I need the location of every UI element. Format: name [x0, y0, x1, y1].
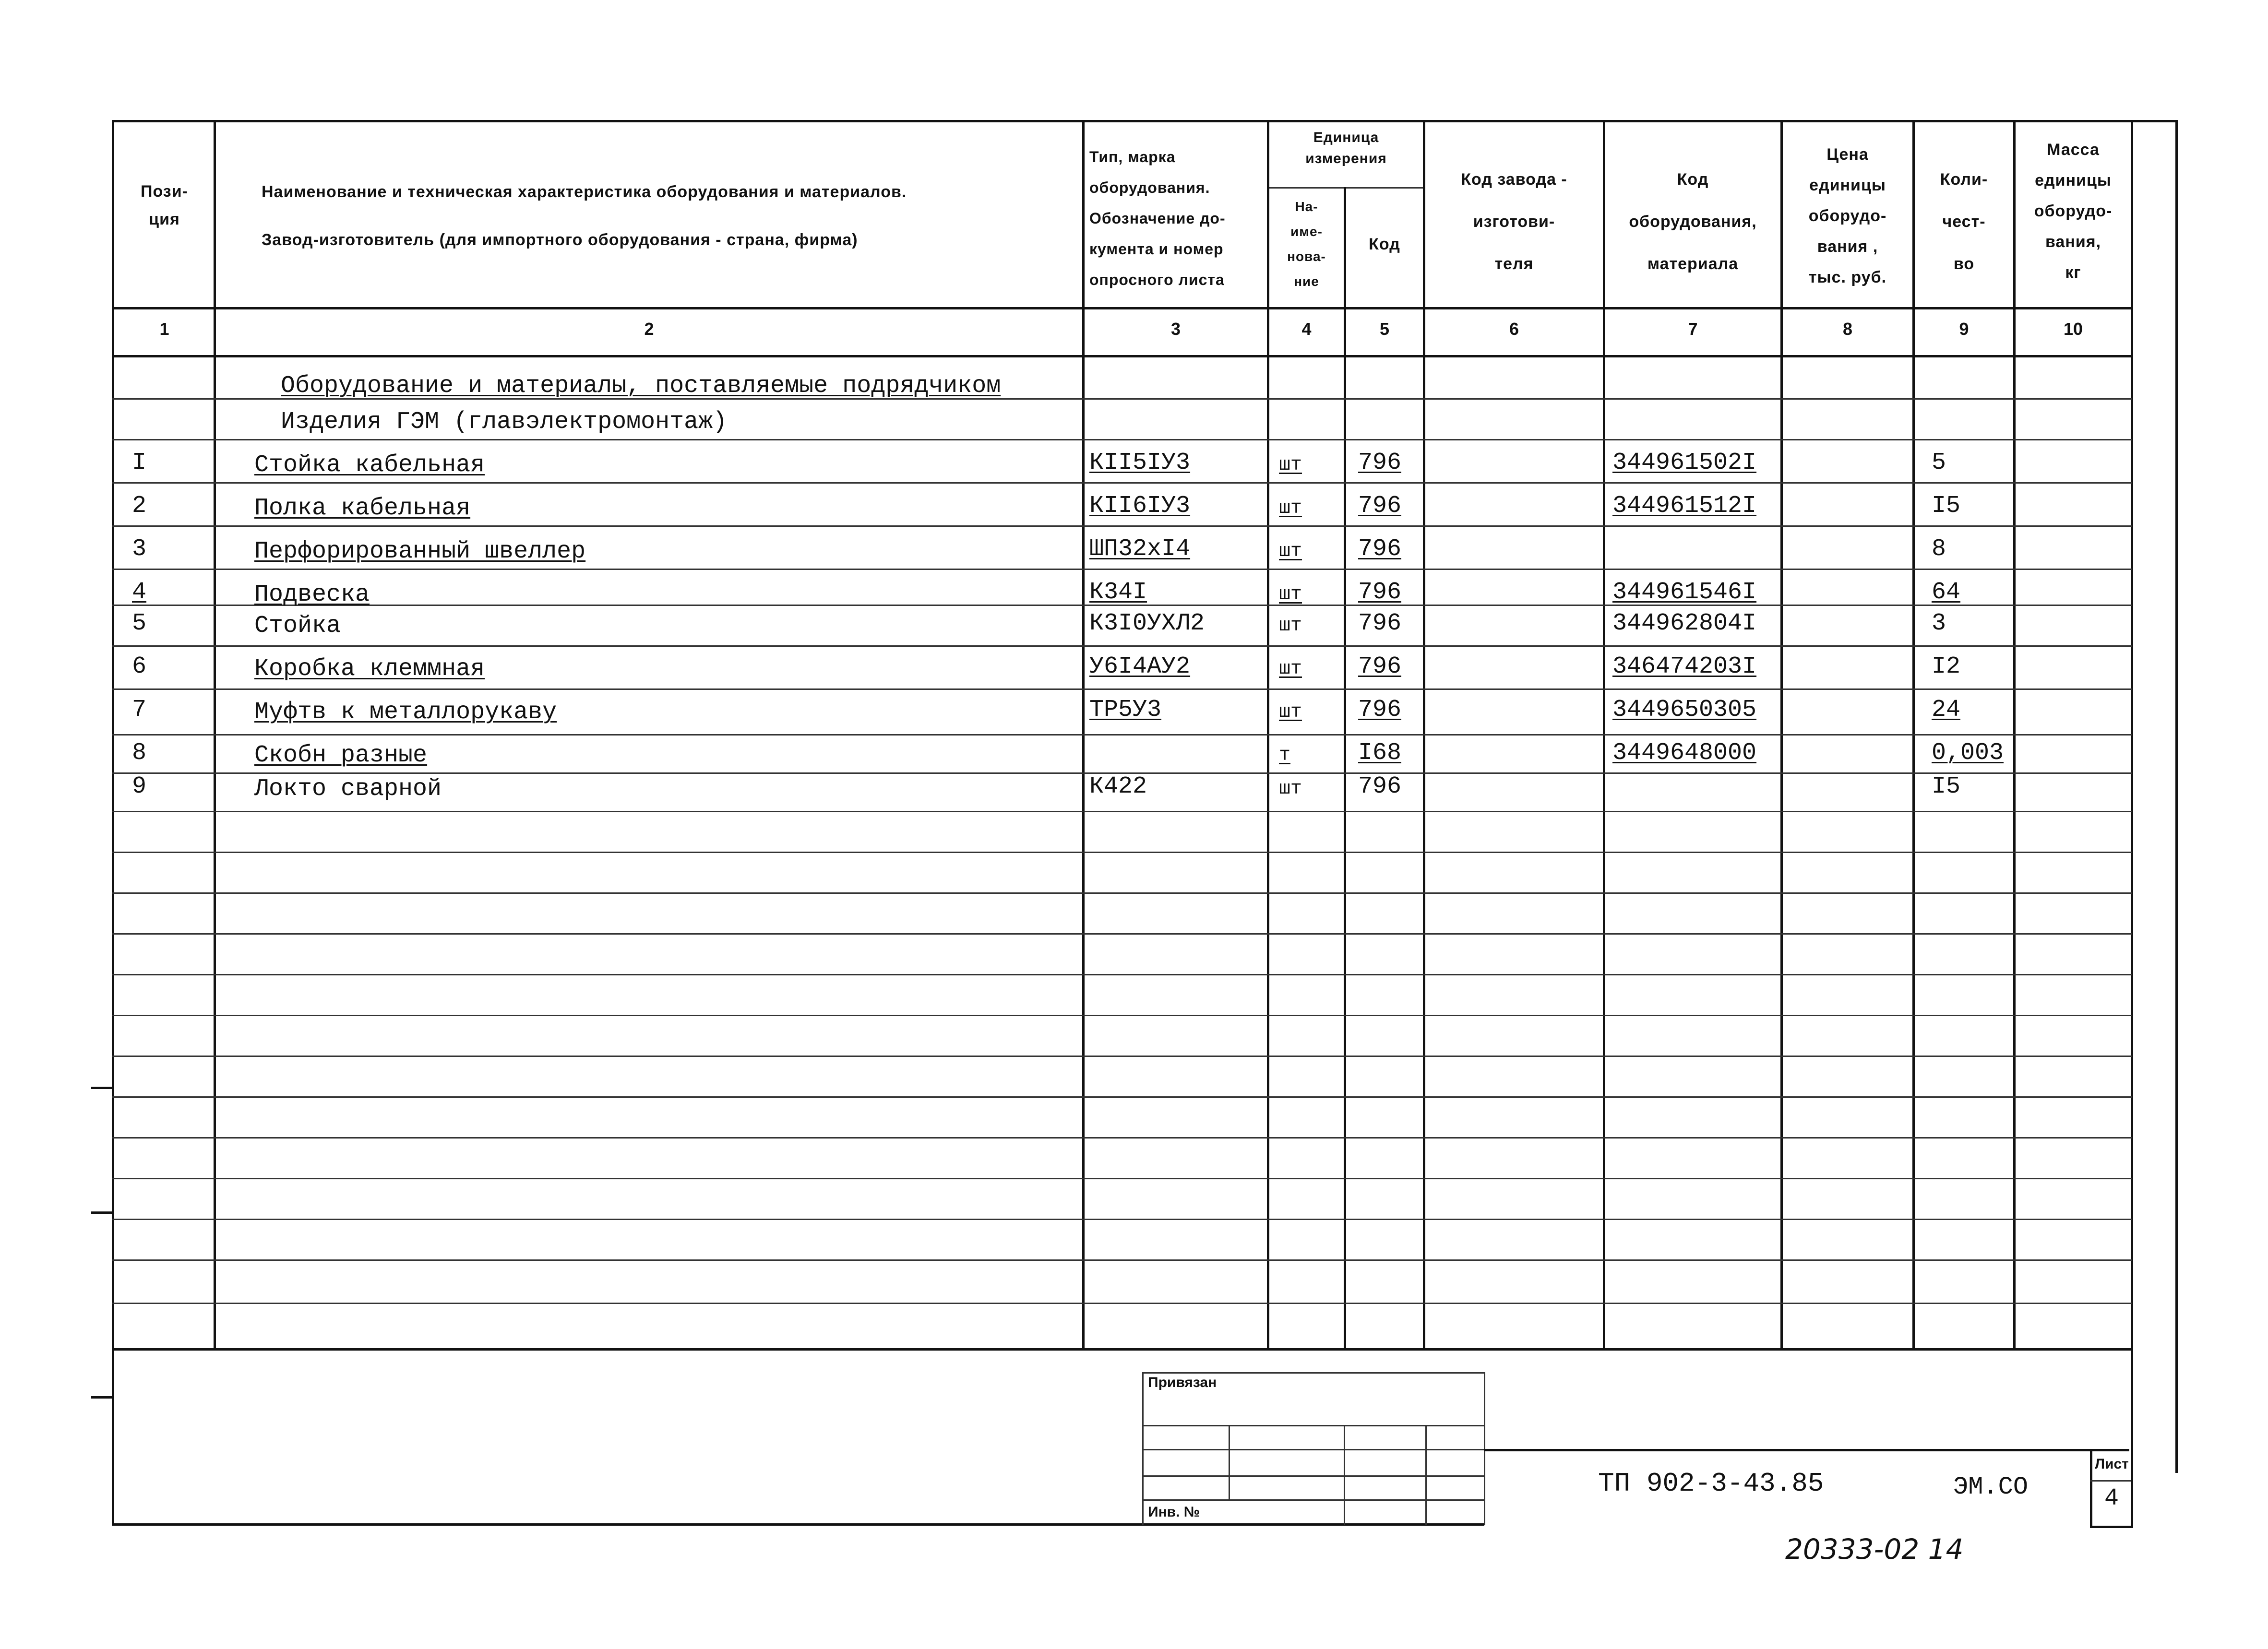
colnum-10: 10: [2063, 319, 2083, 339]
row-name: Коробка клеммная: [254, 655, 485, 683]
row-qty: 3: [1932, 610, 1946, 637]
header-material-code: Код оборудования, материала: [1629, 170, 1757, 273]
header-name: Наименование и техническая характеристика оборудования и материалов. Завод-изготовитель (для импортного оборудования - страна, фирма): [262, 183, 907, 249]
row-pos: 8: [132, 739, 147, 767]
header-qty: Коли- чест- во: [1940, 170, 1988, 273]
row-type: У6I4АУ2: [1089, 653, 1191, 680]
row-type: К34I: [1089, 579, 1147, 606]
row-name: Скобн разные: [254, 742, 428, 769]
privyazan-label: Привязан: [1148, 1375, 1217, 1390]
header-unit-name: На- име- нова- ние: [1287, 199, 1326, 289]
colnum-2: 2: [644, 319, 654, 339]
row-mat-code: 344961502I: [1612, 449, 1757, 476]
row-qty: 0,003: [1932, 739, 2004, 767]
row-name: Полка кабельная: [254, 495, 471, 522]
row-mat-code: 3449650305: [1612, 696, 1757, 724]
row-type: К3I0УХЛ2: [1089, 610, 1205, 637]
row-code: 796: [1358, 653, 1402, 680]
row-type: ШП32хI4: [1089, 535, 1191, 563]
row-qty: 8: [1932, 535, 1946, 563]
row-qty: I5: [1932, 492, 1961, 520]
header-unit-group: Единица измерения: [1305, 130, 1387, 166]
row-unit: шт: [1279, 701, 1302, 723]
row-code: 796: [1358, 773, 1402, 800]
header-price: Цена единицы оборудо- вания , тыс. руб.: [1808, 145, 1887, 286]
doc-code: ТП 902-3-43.85: [1598, 1468, 1824, 1499]
colnum-3: 3: [1170, 319, 1181, 339]
row-mat-code: 344961512I: [1612, 492, 1757, 520]
row-qty: I5: [1932, 773, 1961, 800]
row-qty: I2: [1932, 653, 1961, 680]
row-name: Стойка: [254, 612, 341, 640]
row-unit: шт: [1279, 541, 1302, 562]
row-unit: шт: [1279, 498, 1302, 519]
header-mass: Масса единицы оборудо- вания, кг: [2034, 141, 2113, 282]
sheet-label: Лист: [2095, 1456, 2129, 1472]
row-code: I68: [1358, 739, 1402, 767]
doc-mark: ЭМ.СО: [1953, 1473, 2029, 1501]
header-type: Тип, марка оборудования. Обозначение до- кумента и номер опросного листа: [1089, 148, 1226, 288]
header-maker-code: Код завода - изготови- теля: [1461, 170, 1567, 273]
colnum-6: 6: [1509, 319, 1519, 339]
row-type: К422: [1089, 773, 1147, 800]
header-unit-code: Код: [1369, 235, 1400, 253]
row-unit: шт: [1279, 615, 1302, 637]
sheet-number: 4: [2104, 1485, 2119, 1512]
row-pos: 5: [132, 610, 147, 637]
row-mat-code: 344961546I: [1612, 579, 1757, 606]
row-qty: 64: [1932, 579, 1961, 606]
inv-no-label: Инв. №: [1148, 1504, 1200, 1520]
row-unit: шт: [1279, 584, 1302, 605]
row-name: Подвеска: [254, 581, 370, 608]
colnum-1: 1: [159, 319, 169, 339]
row-name: Стойка кабельная: [254, 451, 485, 479]
row-code: 796: [1358, 610, 1402, 637]
row-mat-code: 3449648000: [1612, 739, 1757, 767]
row-code: 796: [1358, 535, 1402, 563]
row-name: Перфорированный швеллер: [254, 538, 586, 565]
row-type: КII5IУ3: [1089, 449, 1191, 476]
row-code: 796: [1358, 696, 1402, 724]
colnum-5: 5: [1379, 319, 1390, 339]
row-unit: шт: [1279, 658, 1302, 680]
row-pos: 2: [132, 492, 147, 520]
row-pos: 6: [132, 653, 147, 680]
row-unit: шт: [1279, 454, 1302, 476]
colnum-7: 7: [1688, 319, 1698, 339]
row-type: КII6IУ3: [1089, 492, 1191, 520]
row-mat-code: 346474203I: [1612, 653, 1757, 680]
row-code: 796: [1358, 492, 1402, 520]
colnum-8: 8: [1842, 319, 1853, 339]
row-name: Муфтв к металлорукаву: [254, 699, 557, 726]
row-mat-code: 344962804I: [1612, 610, 1757, 637]
colnum-4: 4: [1301, 319, 1312, 339]
row-pos: 4: [132, 579, 147, 606]
row-qty: 24: [1932, 696, 1961, 724]
row-pos: 7: [132, 696, 147, 724]
row-unit: шт: [1279, 778, 1302, 800]
row-pos: I: [132, 449, 147, 476]
row-pos: 3: [132, 535, 147, 563]
row-qty: 5: [1932, 449, 1946, 476]
row-code: 796: [1358, 579, 1402, 606]
row-type: ТР5У3: [1089, 696, 1162, 724]
section-line-1: Оборудование и материалы, поставляемые подрядчиком: [281, 372, 1001, 400]
row-pos: 9: [132, 773, 147, 800]
archive-number: 20333-02 14: [1785, 1533, 1964, 1566]
row-unit: т: [1279, 745, 1291, 766]
section-line-2: Изделия ГЭМ (главэлектромонтаж): [281, 408, 728, 436]
row-name: Локто сварной: [254, 775, 442, 803]
header-pos: Пози- ция: [141, 182, 188, 228]
colnum-9: 9: [1959, 319, 1969, 339]
row-code: 796: [1358, 449, 1402, 476]
